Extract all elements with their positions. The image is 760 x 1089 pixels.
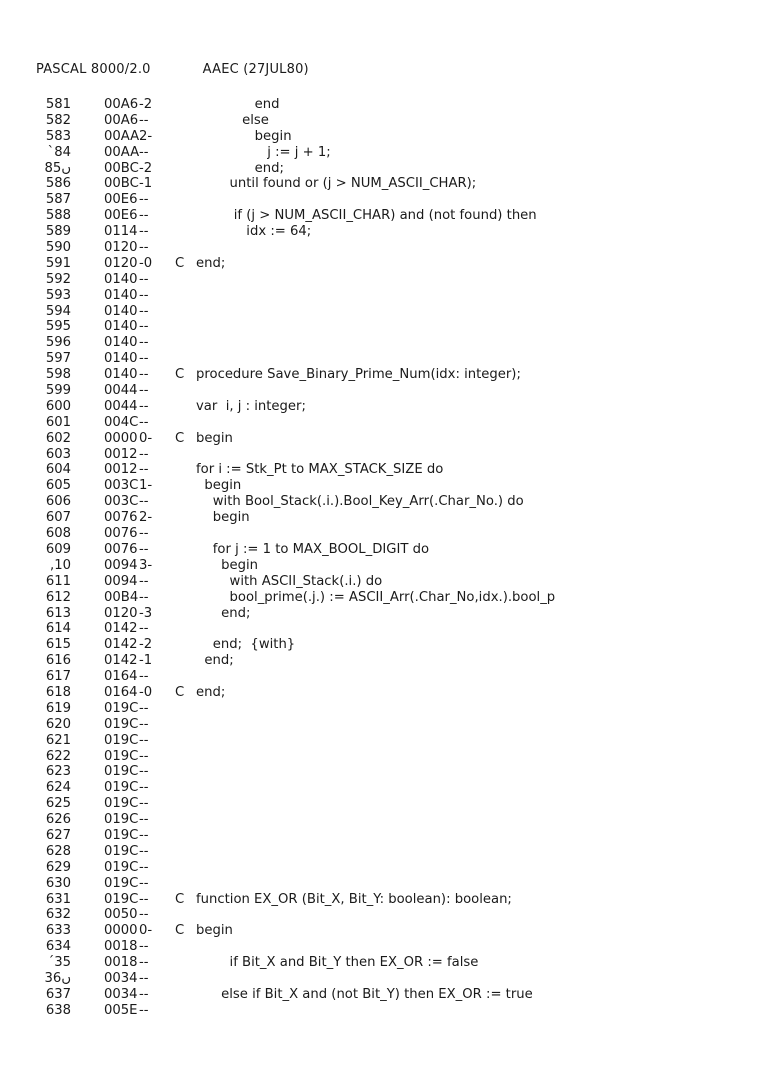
line-address: 0076 (104, 526, 138, 542)
line-number: 600 (45, 398, 71, 414)
line-number: 618 (45, 684, 71, 700)
nesting-marker: -- (139, 192, 149, 208)
line-address: 0140 (104, 303, 138, 319)
line-flag: C (175, 891, 185, 907)
listing-line (0, 367, 760, 383)
line-number: 612 (45, 589, 71, 605)
listing-line (0, 1003, 760, 1019)
nesting-marker: -1 (139, 176, 153, 192)
listing-line (0, 939, 760, 955)
line-number: 603 (45, 446, 71, 462)
line-address: 0050 (104, 907, 138, 923)
line-number: 582 (45, 112, 71, 128)
source-code: bool_prime(.j.) := ASCII_Arr(.Char_No,idx.).bool_p (196, 589, 556, 605)
line-address: 00AA (104, 128, 140, 144)
line-address: 0000 (104, 923, 138, 939)
line-number: 581 (45, 97, 71, 112)
line-flag: C (175, 430, 185, 446)
listing-line (0, 764, 760, 780)
listing-line (0, 431, 760, 447)
line-address: 0094 (104, 573, 138, 589)
source-code: procedure Save_Binary_Prime_Num(idx: integer); (196, 367, 521, 383)
nesting-marker: -- (139, 383, 149, 399)
source-code: end; (196, 684, 226, 700)
line-flag: C (175, 684, 185, 700)
line-number: 613 (45, 605, 71, 621)
line-address: 0114 (104, 224, 138, 240)
source-code: if Bit_X and Bit_Y then EX_OR := false (196, 955, 479, 971)
nesting-marker: 2- (139, 128, 153, 144)
nesting-marker: -- (139, 573, 149, 589)
line-address: 0140 (104, 335, 138, 351)
nesting-marker: -- (139, 859, 149, 875)
line-address: 0076 (104, 510, 138, 526)
line-address: 0034 (104, 986, 138, 1002)
nesting-marker: -- (139, 541, 149, 557)
line-number: 590 (45, 240, 71, 256)
listing-line (0, 685, 760, 701)
source-code: end; {with} (196, 637, 296, 653)
listing-line (0, 335, 760, 351)
nesting-marker: -- (139, 970, 149, 986)
source-code: for i := Stk_Pt to MAX_STACK_SIZE do (196, 462, 444, 478)
listing-line (0, 510, 760, 526)
line-number: 586 (45, 176, 71, 192)
listing-line (0, 129, 760, 145)
line-address: 019C (104, 732, 139, 748)
line-address: 0120 (104, 605, 138, 621)
organization-date: AAEC (27JUL80) (202, 62, 309, 77)
line-number: 627 (45, 827, 71, 843)
line-address: 019C (104, 780, 139, 796)
nesting-marker: -- (139, 526, 149, 542)
nesting-marker: -- (139, 240, 149, 256)
nesting-marker: -- (139, 414, 149, 430)
nesting-marker: -0 (139, 684, 153, 700)
line-flag: C (175, 255, 185, 271)
line-address: 0120 (104, 240, 138, 256)
line-number: 591 (45, 255, 71, 271)
listing-line (0, 113, 760, 129)
listing-line (0, 399, 760, 415)
source-code: j := j + 1; (196, 144, 331, 160)
listing-line (0, 860, 760, 876)
listing-line (0, 462, 760, 478)
listing-line (0, 304, 760, 320)
listing-line (0, 97, 760, 113)
listing-line (0, 876, 760, 892)
line-address: 019C (104, 700, 139, 716)
nesting-marker: -- (139, 144, 149, 160)
source-code: end; (196, 605, 251, 621)
nesting-marker: -- (139, 891, 149, 907)
nesting-marker: 3- (139, 557, 153, 573)
nesting-marker: -- (139, 986, 149, 1002)
listing-line (0, 749, 760, 765)
nesting-marker: -- (139, 732, 149, 748)
line-number: 592 (45, 271, 71, 287)
line-number: 606 (45, 494, 71, 510)
listing-line (0, 351, 760, 367)
nesting-marker: -- (139, 224, 149, 240)
line-address: 0140 (104, 319, 138, 335)
listing-line (0, 224, 760, 240)
line-number: 629 (45, 859, 71, 875)
line-address: 0140 (104, 367, 138, 383)
nesting-marker: -- (139, 812, 149, 828)
source-code: idx := 64; (196, 224, 312, 240)
line-number: 602 (45, 430, 71, 446)
listing-line (0, 669, 760, 685)
listing-line (0, 606, 760, 622)
line-number: 620 (45, 716, 71, 732)
line-number: 607 (45, 510, 71, 526)
nesting-marker: -- (139, 112, 149, 128)
line-number: 638 (45, 1002, 71, 1018)
source-code: var i, j : integer; (196, 398, 306, 414)
listing-line (0, 192, 760, 208)
nesting-marker: -- (139, 700, 149, 716)
nesting-marker: 2- (139, 510, 153, 526)
listing-line (0, 145, 760, 161)
line-address: 019C (104, 859, 139, 875)
listing-line (0, 494, 760, 510)
line-number: 624 (45, 780, 71, 796)
nesting-marker: 1- (139, 478, 153, 494)
line-address: 019C (104, 875, 139, 891)
source-code: end; (196, 653, 234, 669)
listing-line (0, 176, 760, 192)
line-address: 0142 (104, 637, 138, 653)
source-code: else if Bit_X and (not Bit_Y) then EX_OR := true (196, 986, 533, 1002)
line-number: 616 (45, 653, 71, 669)
line-address: 003C (104, 494, 139, 510)
nesting-marker: -2 (139, 160, 153, 176)
nesting-marker: -- (139, 589, 149, 605)
line-address: 00E6 (104, 192, 138, 208)
listing-line (0, 971, 760, 987)
listing-line (0, 701, 760, 717)
line-address: 019C (104, 716, 139, 732)
line-address: 019C (104, 796, 139, 812)
source-code: end; (196, 255, 226, 271)
nesting-marker: -- (139, 955, 149, 971)
line-address: 0142 (104, 653, 138, 669)
nesting-marker: -- (139, 907, 149, 923)
listing-line (0, 415, 760, 431)
line-number: 594 (45, 303, 71, 319)
line-number: 626 (45, 812, 71, 828)
line-address: 0044 (104, 398, 138, 414)
nesting-marker: -- (139, 208, 149, 224)
nesting-marker: -- (139, 335, 149, 351)
listing-line (0, 844, 760, 860)
line-address: 004C (104, 414, 139, 430)
source-code: begin (196, 430, 233, 446)
line-number: 632 (45, 907, 71, 923)
nesting-marker: -2 (139, 97, 153, 112)
nesting-marker: -- (139, 287, 149, 303)
listing-line (0, 319, 760, 335)
line-address: 0142 (104, 621, 138, 637)
listing-line (0, 526, 760, 542)
line-number: ,10 (50, 557, 71, 573)
line-number: 597 (45, 351, 71, 367)
line-address: 019C (104, 812, 139, 828)
line-flag: C (175, 923, 185, 939)
line-address: 0140 (104, 287, 138, 303)
line-address: 0018 (104, 955, 138, 971)
source-listing (0, 97, 760, 1019)
line-number: 630 (45, 875, 71, 891)
line-number: 628 (45, 843, 71, 859)
line-number: 605 (45, 478, 71, 494)
nesting-marker: -- (139, 669, 149, 685)
line-address: 003C (104, 478, 139, 494)
line-address: 00A6 (104, 97, 139, 112)
line-number: 598 (45, 367, 71, 383)
listing-line (0, 955, 760, 971)
line-number: 608 (45, 526, 71, 542)
listing-line (0, 780, 760, 796)
source-code: until found or (j > NUM_ASCII_CHAR); (196, 176, 477, 192)
line-address: 00B4 (104, 589, 139, 605)
line-number: `84 (47, 144, 71, 160)
line-number: 611 (45, 573, 71, 589)
line-address: 005E (104, 1002, 138, 1018)
nesting-marker: -0 (139, 255, 153, 271)
line-number: 614 (45, 621, 71, 637)
listing-line (0, 256, 760, 272)
line-number: ں36 (44, 970, 71, 986)
source-code: with ASCII_Stack(.i.) do (196, 573, 383, 589)
line-address: 00BC (104, 160, 139, 176)
listing-line (0, 796, 760, 812)
nesting-marker: -- (139, 875, 149, 891)
source-code: with Bool_Stack(.i.).Bool_Key_Arr(.Char_No.) do (196, 494, 524, 510)
nesting-marker: -- (139, 303, 149, 319)
line-number: 637 (45, 986, 71, 1002)
line-number: 593 (45, 287, 71, 303)
line-address: 00E6 (104, 208, 138, 224)
source-code: end; (196, 160, 284, 176)
line-number: 634 (45, 939, 71, 955)
line-number: 617 (45, 669, 71, 685)
listing-line (0, 812, 760, 828)
source-code: else (196, 112, 269, 128)
line-address: 019C (104, 891, 139, 907)
line-number: 587 (45, 192, 71, 208)
listing-line (0, 828, 760, 844)
line-number: 615 (45, 637, 71, 653)
line-address: 0120 (104, 255, 138, 271)
line-address: 0076 (104, 541, 138, 557)
source-code: if (j > NUM_ASCII_CHAR) and (not found) then (196, 208, 537, 224)
line-number: 609 (45, 541, 71, 557)
nesting-marker: -- (139, 764, 149, 780)
listing-line (0, 717, 760, 733)
line-address: 0140 (104, 271, 138, 287)
line-address: 0012 (104, 446, 138, 462)
nesting-marker: -1 (139, 653, 153, 669)
nesting-marker: -2 (139, 637, 153, 653)
line-address: 00BC (104, 176, 139, 192)
listing-line (0, 892, 760, 908)
listing-line (0, 478, 760, 494)
nesting-marker: -- (139, 446, 149, 462)
source-code: begin (196, 478, 242, 494)
line-number: 595 (45, 319, 71, 335)
source-code: function EX_OR (Bit_X, Bit_Y: boolean): boolean; (196, 891, 512, 907)
source-code: begin (196, 923, 233, 939)
nesting-marker: -- (139, 398, 149, 414)
listing-line (0, 733, 760, 749)
nesting-marker: -- (139, 367, 149, 383)
line-address: 0034 (104, 970, 138, 986)
line-address: 00A6 (104, 112, 139, 128)
line-number: 623 (45, 764, 71, 780)
nesting-marker: -- (139, 939, 149, 955)
line-number: 633 (45, 923, 71, 939)
nesting-marker: -- (139, 843, 149, 859)
line-address: 019C (104, 764, 139, 780)
nesting-marker: -- (139, 494, 149, 510)
listing-line (0, 590, 760, 606)
line-address: 0018 (104, 939, 138, 955)
listing-line (0, 637, 760, 653)
line-number: 589 (45, 224, 71, 240)
listing-line (0, 240, 760, 256)
compiler-name: PASCAL 8000/2.0 (36, 62, 151, 77)
nesting-marker: -- (139, 319, 149, 335)
nesting-marker: 0- (139, 923, 153, 939)
nesting-marker: -- (139, 462, 149, 478)
line-address: 0000 (104, 430, 138, 446)
listing-line (0, 542, 760, 558)
nesting-marker: -- (139, 827, 149, 843)
listing-line (0, 558, 760, 574)
line-number: ں85 (44, 160, 71, 176)
listing-line (0, 987, 760, 1003)
listing-line (0, 208, 760, 224)
nesting-marker: -- (139, 716, 149, 732)
line-number: 583 (45, 128, 71, 144)
nesting-marker: -- (139, 1002, 149, 1018)
line-address: 00AA (104, 144, 140, 160)
listing-line (0, 272, 760, 288)
line-address: 0164 (104, 669, 138, 685)
source-code: for j := 1 to MAX_BOOL_DIGIT do (196, 541, 430, 557)
nesting-marker: -- (139, 351, 149, 367)
line-address: 0044 (104, 383, 138, 399)
line-number: 588 (45, 208, 71, 224)
listing-line (0, 161, 760, 177)
listing-line (0, 574, 760, 590)
source-code: begin (196, 510, 250, 526)
source-code: end (196, 97, 280, 112)
listing-line (0, 288, 760, 304)
line-number: 599 (45, 383, 71, 399)
line-number: 631 (45, 891, 71, 907)
line-address: 0164 (104, 684, 138, 700)
listing-line (0, 447, 760, 463)
line-number: 601 (45, 414, 71, 430)
line-number: 604 (45, 462, 71, 478)
line-address: 019C (104, 748, 139, 764)
line-number: 621 (45, 732, 71, 748)
source-code: begin (196, 557, 259, 573)
line-number: 619 (45, 700, 71, 716)
line-number: 596 (45, 335, 71, 351)
nesting-marker: 0- (139, 430, 153, 446)
line-address: 019C (104, 827, 139, 843)
listing-line (0, 621, 760, 637)
nesting-marker: -- (139, 748, 149, 764)
line-number: 625 (45, 796, 71, 812)
line-address: 0140 (104, 351, 138, 367)
nesting-marker: -- (139, 621, 149, 637)
listing-header (36, 62, 309, 77)
source-code: begin (196, 128, 292, 144)
listing-line (0, 907, 760, 923)
listing-line (0, 923, 760, 939)
nesting-marker: -- (139, 796, 149, 812)
nesting-marker: -- (139, 780, 149, 796)
line-address: 0094 (104, 557, 138, 573)
line-flag: C (175, 367, 185, 383)
nesting-marker: -3 (139, 605, 153, 621)
nesting-marker: -- (139, 271, 149, 287)
line-number: 622 (45, 748, 71, 764)
listing-line (0, 383, 760, 399)
listing-line (0, 653, 760, 669)
line-address: 019C (104, 843, 139, 859)
line-address: 0012 (104, 462, 138, 478)
line-number: ´35 (47, 955, 71, 971)
